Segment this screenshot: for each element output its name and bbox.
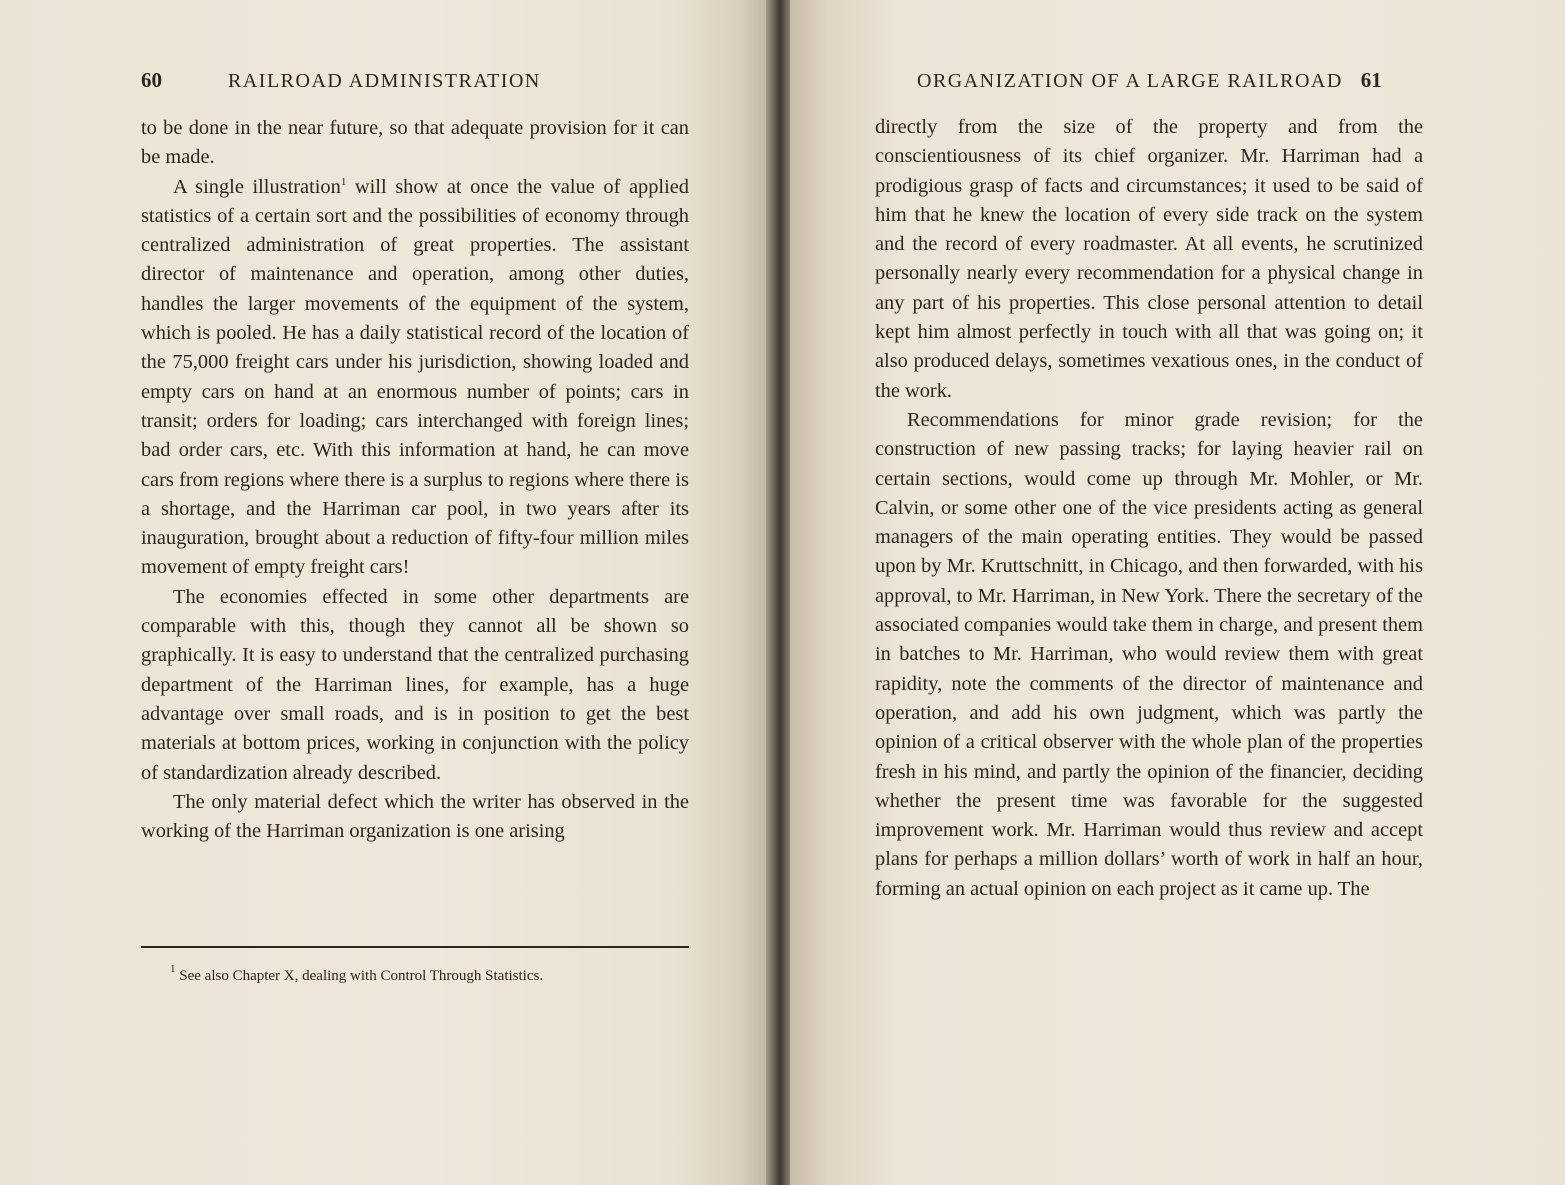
left-paragraph-3: The economies effected in some other departments are comparable with this, though they cannot all be shown so graphically. It is easy to understand that the centralized purchasing department of the Harriman lines, for example, has a huge advantage over small roads, and is in position to get the best materials at bottom prices, working in conjunction with the policy of standardization already described. bbox=[141, 585, 689, 784]
left-running-title: RAILROAD ADMINISTRATION bbox=[228, 70, 541, 92]
left-running-head bbox=[141, 66, 541, 95]
right-page-number: 61 bbox=[1360, 68, 1382, 92]
left-paragraph-2 bbox=[141, 173, 689, 583]
footnote-reference: 1 bbox=[340, 175, 347, 188]
footnote-divider bbox=[141, 946, 689, 948]
left-paragraph-2-body: will show at once the value of applied statistics of a certain sort and the possibilities of economy through centralized administration of great properties. The assistant director of maintenance and operation, among other duties, handles the larger movements of the equipment of the system, which is pooled. He has a daily statistical record of the location of the 75,000 freight cars under his jurisdiction, showing loaded and empty cars on hand at an enormous number of points; cars in transit; orders for loading; cars interchanged with foreign lines; bad order cars, etc. With this information at hand, he can move cars from regions where there is a surplus to regions where there is a shortage, and the Harriman car pool, in two years after its inauguration, brought about a reduction of fifty-four million miles movement of empty freight cars! bbox=[141, 175, 689, 579]
right-paragraph-1: directly from the size of the property and from the conscientiousness of its chief organizer. Mr. Harriman had a prodigious grasp of facts and circumstances; it used to be said of him that he knew the location of every side track on the system and the record of every roadmaster. At all events, he scrutinized personally nearly every recommendation for a physical change in any part of his properties. This close personal attention to detail kept him almost perfectly in touch with all that was going on; it also produced delays, sometimes vexatious ones, in the conduct of the work. bbox=[875, 116, 1423, 402]
footnote-text: See also Chapter X, dealing with Control Through Statistics. bbox=[175, 968, 544, 984]
left-page bbox=[0, 0, 770, 1185]
footnote bbox=[170, 963, 690, 986]
left-paragraph-2-lead: A single illustration bbox=[173, 175, 341, 198]
left-body-text bbox=[141, 114, 689, 846]
right-paragraph-2: Recommendations for minor grade revision; for the construction of new passing tracks; for laying heavier rail on certain sections, would come up through Mr. Mohler, or Mr. Calvin, or some other one of the vice presidents acting as general managers of the main operating entities. They would be passed upon by Mr. Kruttschnitt, in Chicago, and then forwarded, with his approval, to Mr. Harriman, in New York. There the secretary of the associated companies would take them in charge, and present them in batches to Mr. Harriman, who would review them with great rapidity, note the comments of the director of maintenance and operation, and add his own judgment, which was partly the opinion of a critical observer with the whole plan of the properties fresh in his mind, and partly the opinion of the financier, deciding whether the present time was favorable for the suggested improvement work. Mr. Harriman would thus review and accept plans for perhaps a million dollars’ worth of work in half an hour, forming an actual opinion on each project as it came up. The bbox=[875, 408, 1423, 900]
left-page-number: 60 bbox=[141, 68, 162, 92]
right-running-head bbox=[917, 66, 1382, 95]
left-paragraph-1: to be done in the near future, so that adequate provision for it can be made. bbox=[141, 117, 689, 169]
right-body-text bbox=[875, 113, 1423, 904]
left-paragraph-4: The only material defect which the writer has observed in the working of the Harriman organization is one arising bbox=[141, 790, 689, 843]
footnote-mark: 1 bbox=[170, 963, 176, 975]
right-page bbox=[790, 0, 1565, 1185]
right-running-title: ORGANIZATION OF A LARGE RAILROAD bbox=[917, 70, 1343, 92]
